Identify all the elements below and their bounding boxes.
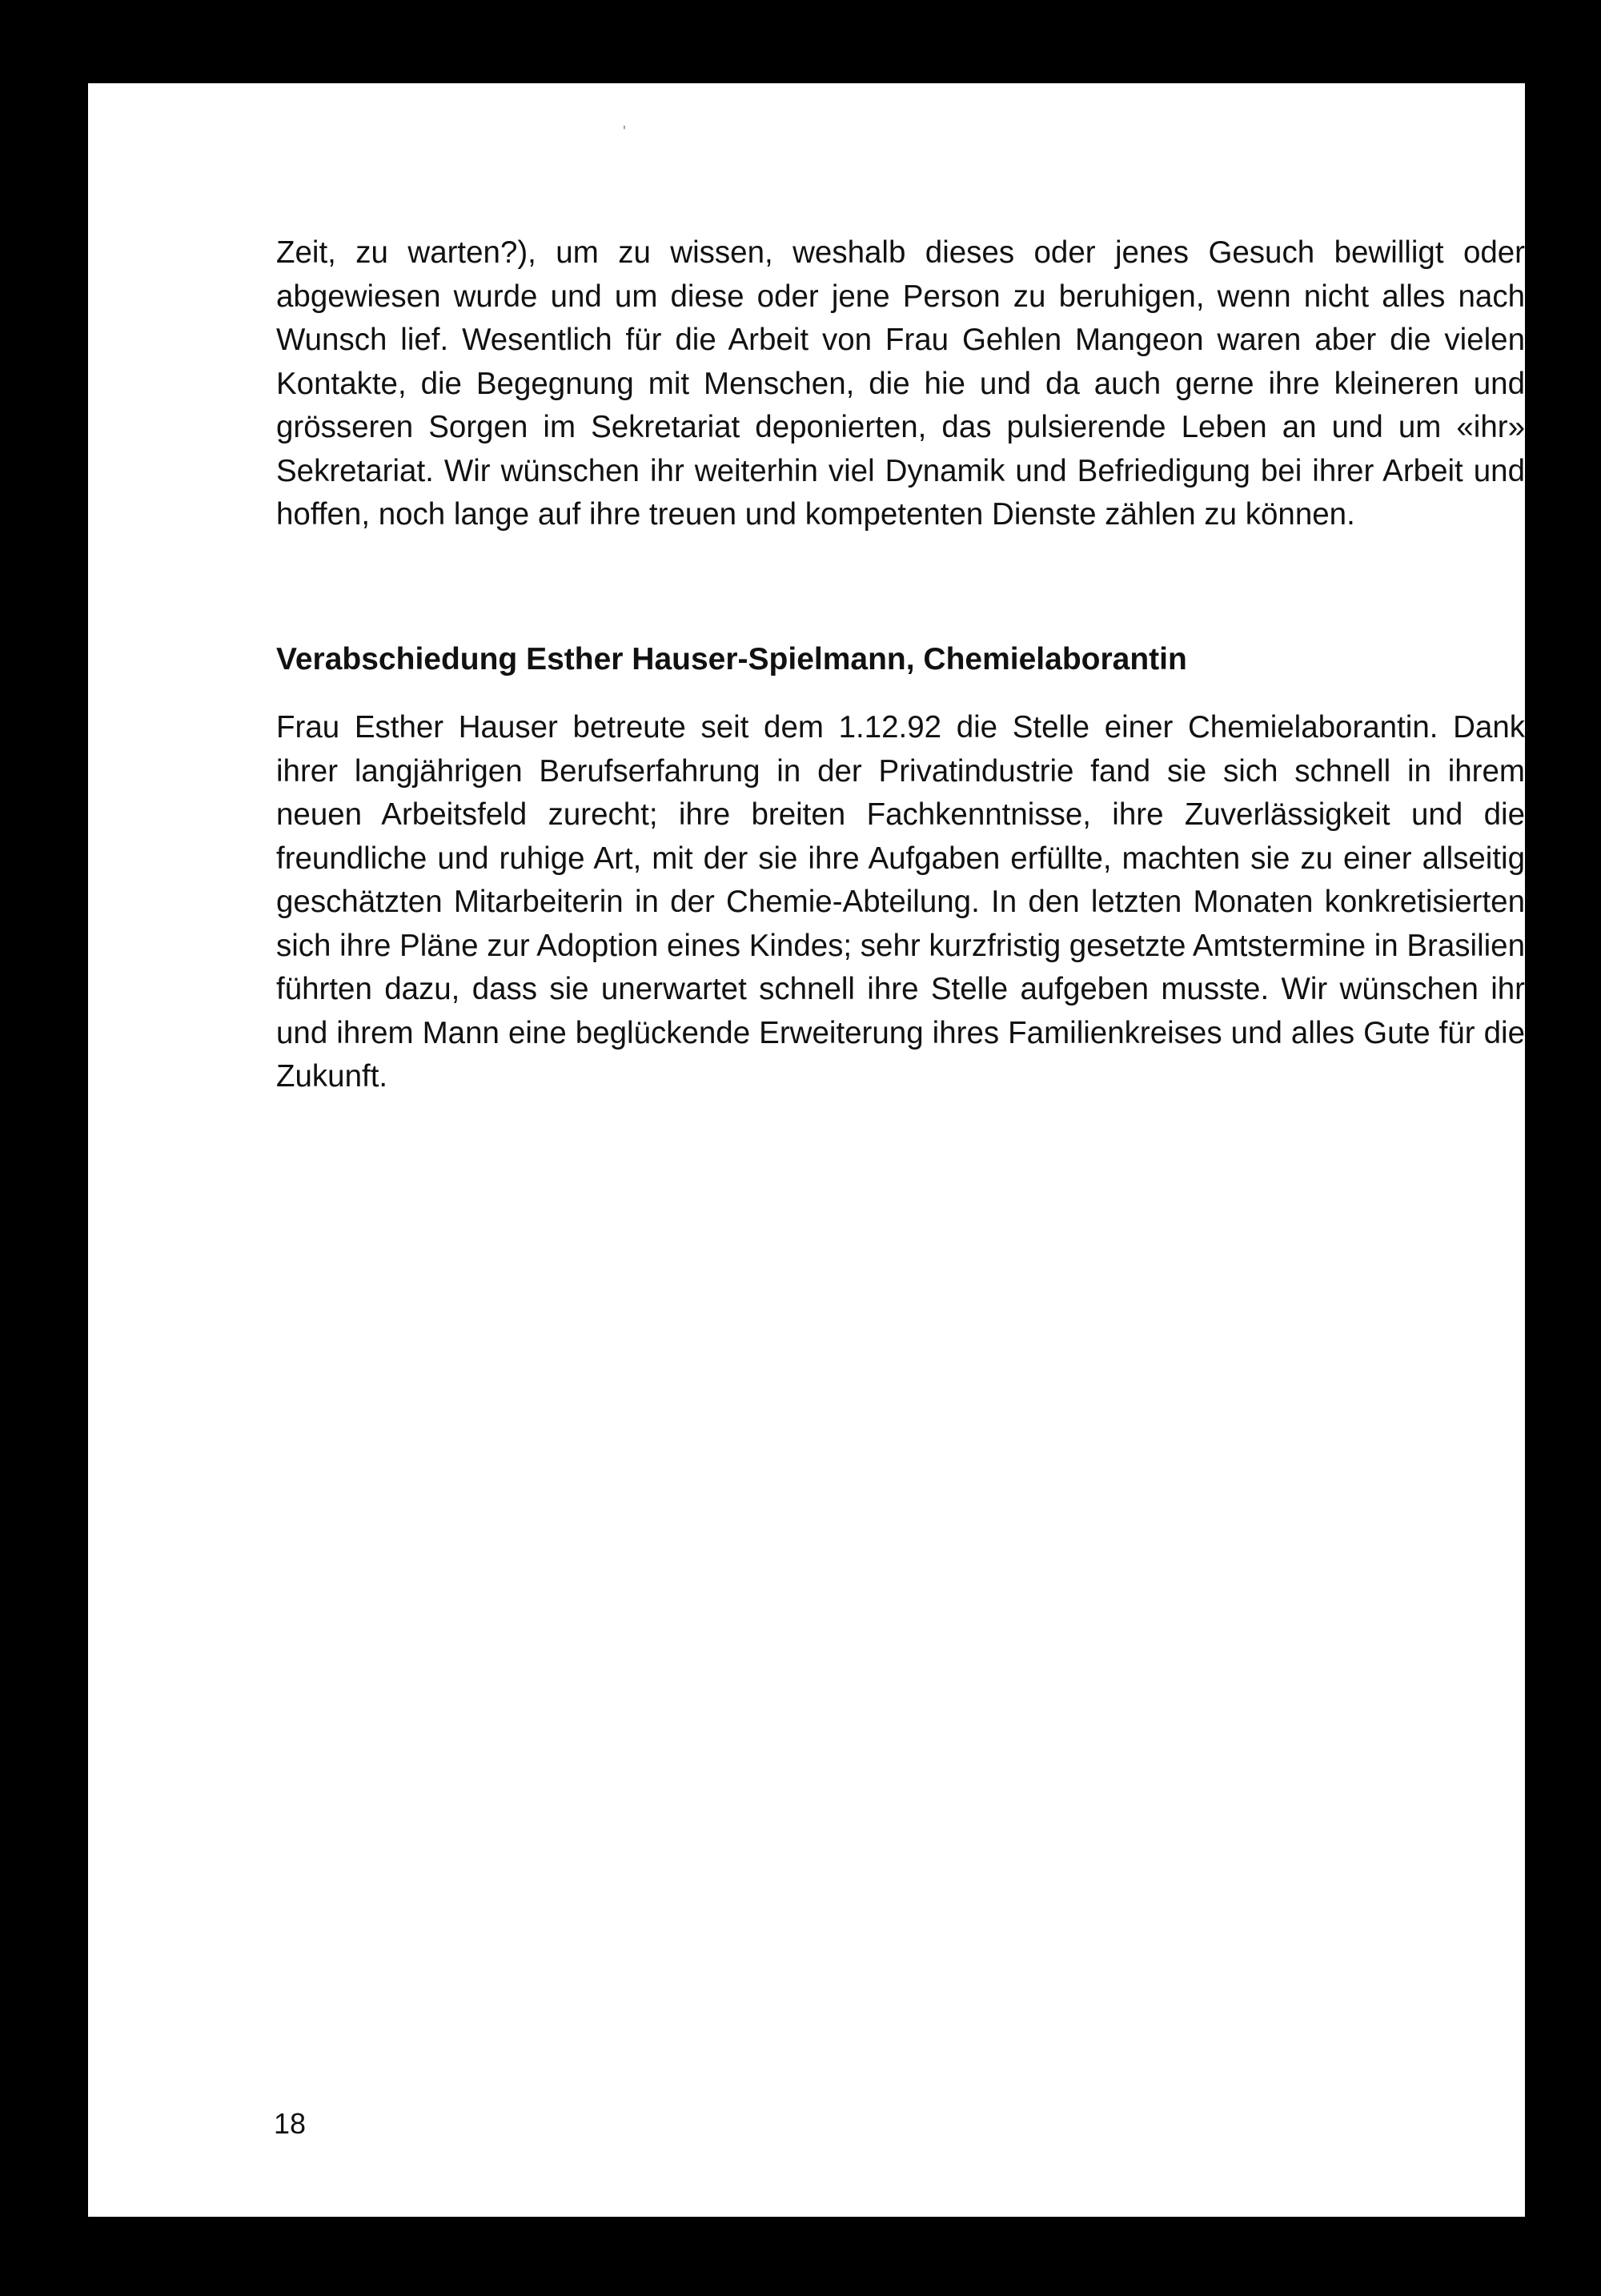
page-number: 18 <box>274 2107 307 2140</box>
section-heading: Verabschiedung Esther Hauser-Spielmann, Chemielaborantin <box>276 642 1187 676</box>
scan-mark: ' <box>623 123 626 141</box>
paragraph-continuation: Zeit, zu warten?), um zu wissen, weshalb dieses oder jenes Gesuch bewilligt oder abgewiesen wurde und um diese oder jene Person zu beruhigen, wenn nicht alles nach Wunsch lief. Wesentlich für die Arbeit von Frau Gehlen Mangeon waren aber die vielen Kontakte, die Begegnung mit Menschen, die hie und da auch gerne ihre kleineren und grösseren Sorgen im Sekretariat deponierten, das pulsierende Leben an und um «ihr» Sekretariat. Wir wünschen ihr weiterhin viel Dynamik und Befriedigung bei ihrer Arbeit und hoffen, noch lange auf ihre treuen und kompetenten Dienste zählen zu können. <box>276 235 1525 532</box>
paragraph-farewell: Frau Esther Hauser betreute seit dem 1.12.92 die Stelle einer Chemielaborantin. Dank ihrer langjährigen Berufserfahrung in der Privatindustrie fand sie sich schnell in ihrem neuen Arbeitsfeld zurecht; ihre breiten Fachkenntnisse, ihre Zuverlässigkeit und die freundliche und ruhige Art, mit der sie ihre Aufgaben erfüllte, machten sie zu einer allseitig geschätzten Mitarbeiterin in der Chemie-Abteilung. In den letzten Monaten konkretisierten sich ihre Pläne zur Adoption eines Kindes; sehr kurzfristig gesetzte Amtstermine in Brasilien führten dazu, dass sie unerwartet schnell ihre Stelle aufgeben musste. Wir wünschen ihr und ihrem Mann eine beglückende Erweiterung ihres Familienkreises und alles Gute für die Zukunft. <box>276 710 1526 1094</box>
document-page <box>88 83 1525 2217</box>
